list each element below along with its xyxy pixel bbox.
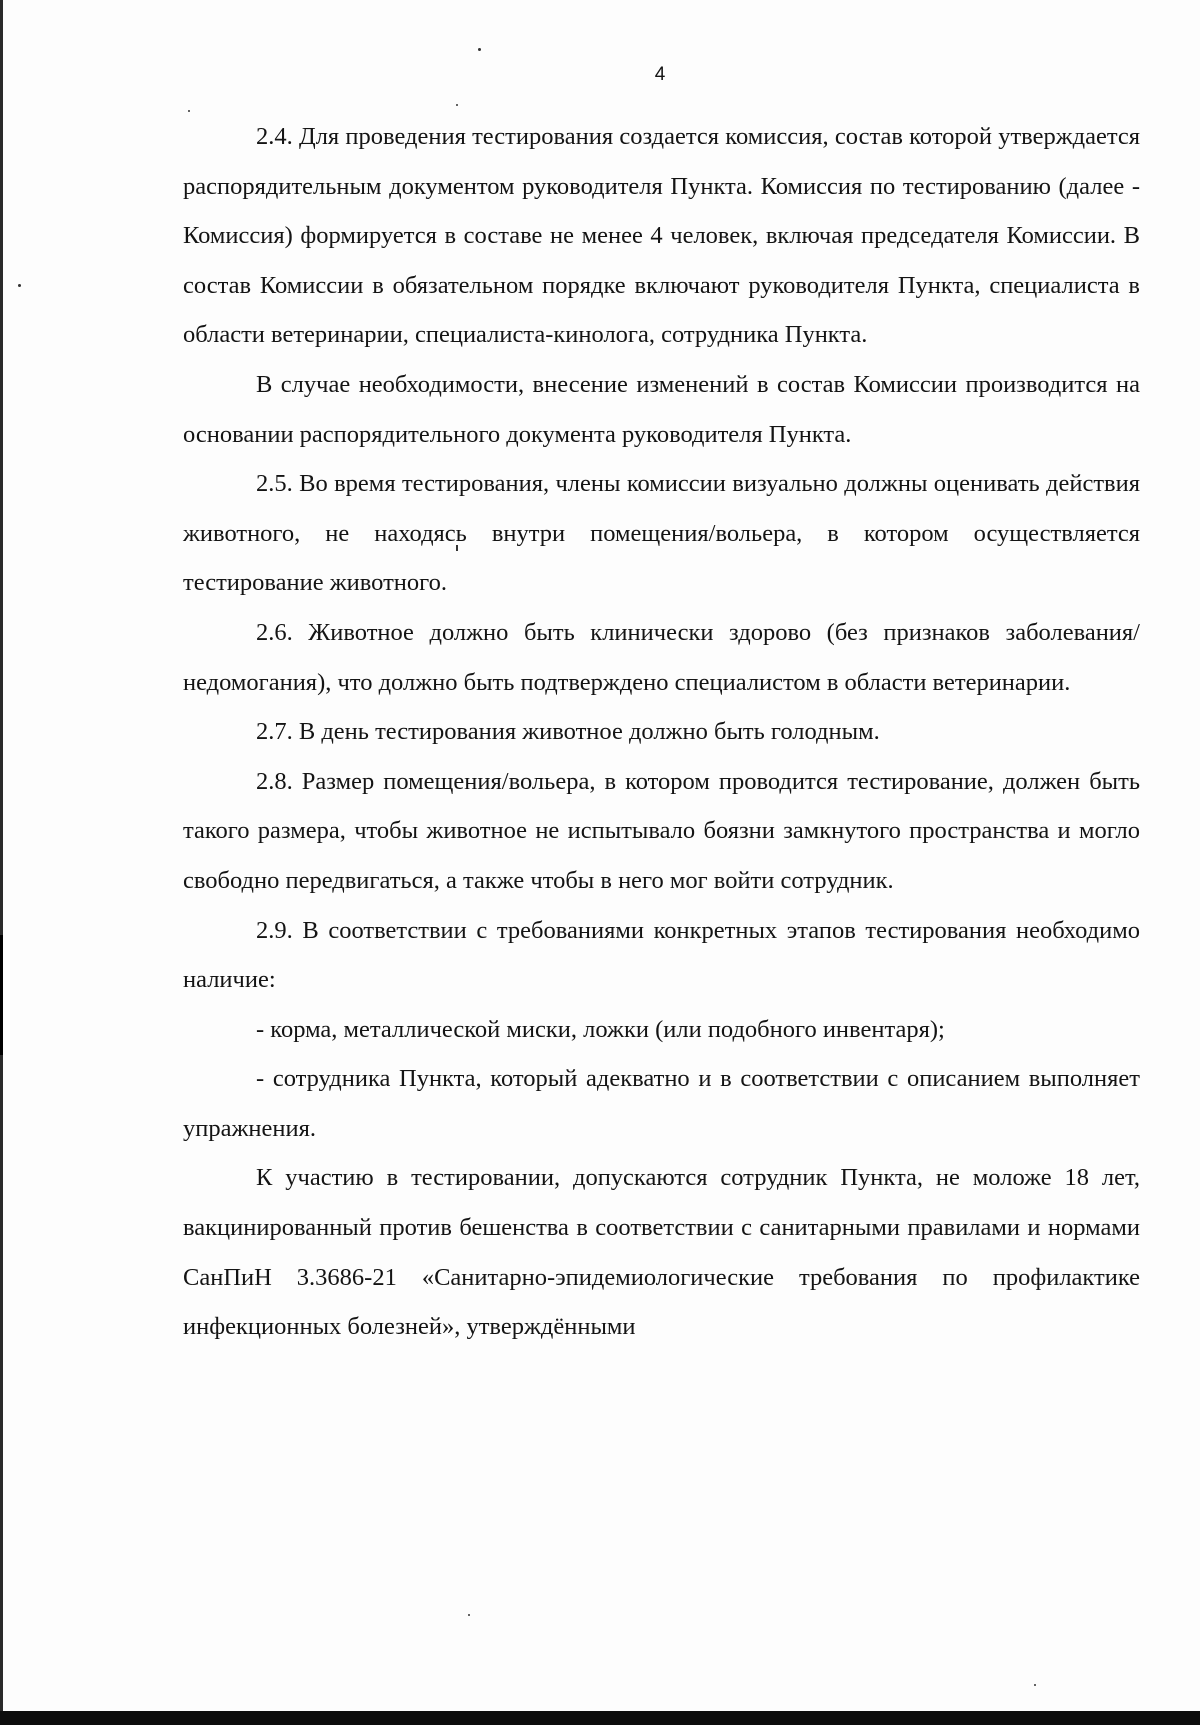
paragraph-participation: К участию в тестировании, допускаются сотрудник Пункта, не моложе 18 лет, вакцинированный против бешенства в соответствии с санитарными правилами и нормами СанПиН 3.3686-21 «Санитарно-эпидемиологические требования по профилактике инфекционных болезней», утверждёнными [183,1164,1140,1341]
scan-speck [468,1614,470,1616]
paragraph-2-9: 2.9. В соответствии с требованиями конкретных этапов тестирования необходимо наличие: [183,916,1140,994]
paragraph-2-4: 2.4. Для проведения тестирования создается комиссия, состав которой утверждается распорядительным документом руководителя Пункта. Комиссия по тестированию (далее - Комиссия) формируется в составе не менее 4 человек, включая председателя Комиссии. В состав Комиссии в обязательном порядке включают руководителя Пункта, специалиста в области ветеринарии, специалиста-кинолога, сотрудника Пункта. [183,123,1140,349]
paragraph-commission-changes: В случае необходимости, внесение изменений в состав Комиссии производится на основании распорядительного документа руководителя Пункта. [183,370,1140,448]
paragraph-2-6: 2.6. Животное должно быть клинически здорово (без признаков заболевания/недомогания), что должно быть подтверждено специалистом в области ветеринарии. [183,618,1140,696]
paragraph-2-5: 2.5. Во время тестирования, члены комиссии визуально должны оценивать действия животного, не находясь внутри помещения/вольера, в котором осуществляется тестирование животного. [183,470,1140,597]
page-number: 4 [654,64,666,85]
scan-speck [1034,1684,1036,1686]
document-body [183,112,1140,1352]
scan-speck [478,48,481,51]
list-item-employee: - сотрудника Пункта, который адекватно и в соответствии с описанием выполняет упражнения. [183,1065,1140,1142]
paragraph-2-7: 2.7. В день тестирования животное должно быть голодным. [256,718,880,746]
list-item-feed: - корма, металлической миски, ложки (или подобного инвентаря); [256,1015,945,1043]
scan-left-edge-mark [0,935,3,1055]
scan-bottom-edge [0,1711,1200,1725]
paragraph-2-8: 2.8. Размер помещения/вольера, в котором проводится тестирование, должен быть такого размера, чтобы животное не испытывало боязни замкнутого пространства и могло свободно передвигаться, а также чтобы в него мог войти сотрудник. [183,767,1140,894]
scan-speck [18,284,21,287]
scan-speck [456,104,458,106]
scan-left-edge [0,0,3,1725]
